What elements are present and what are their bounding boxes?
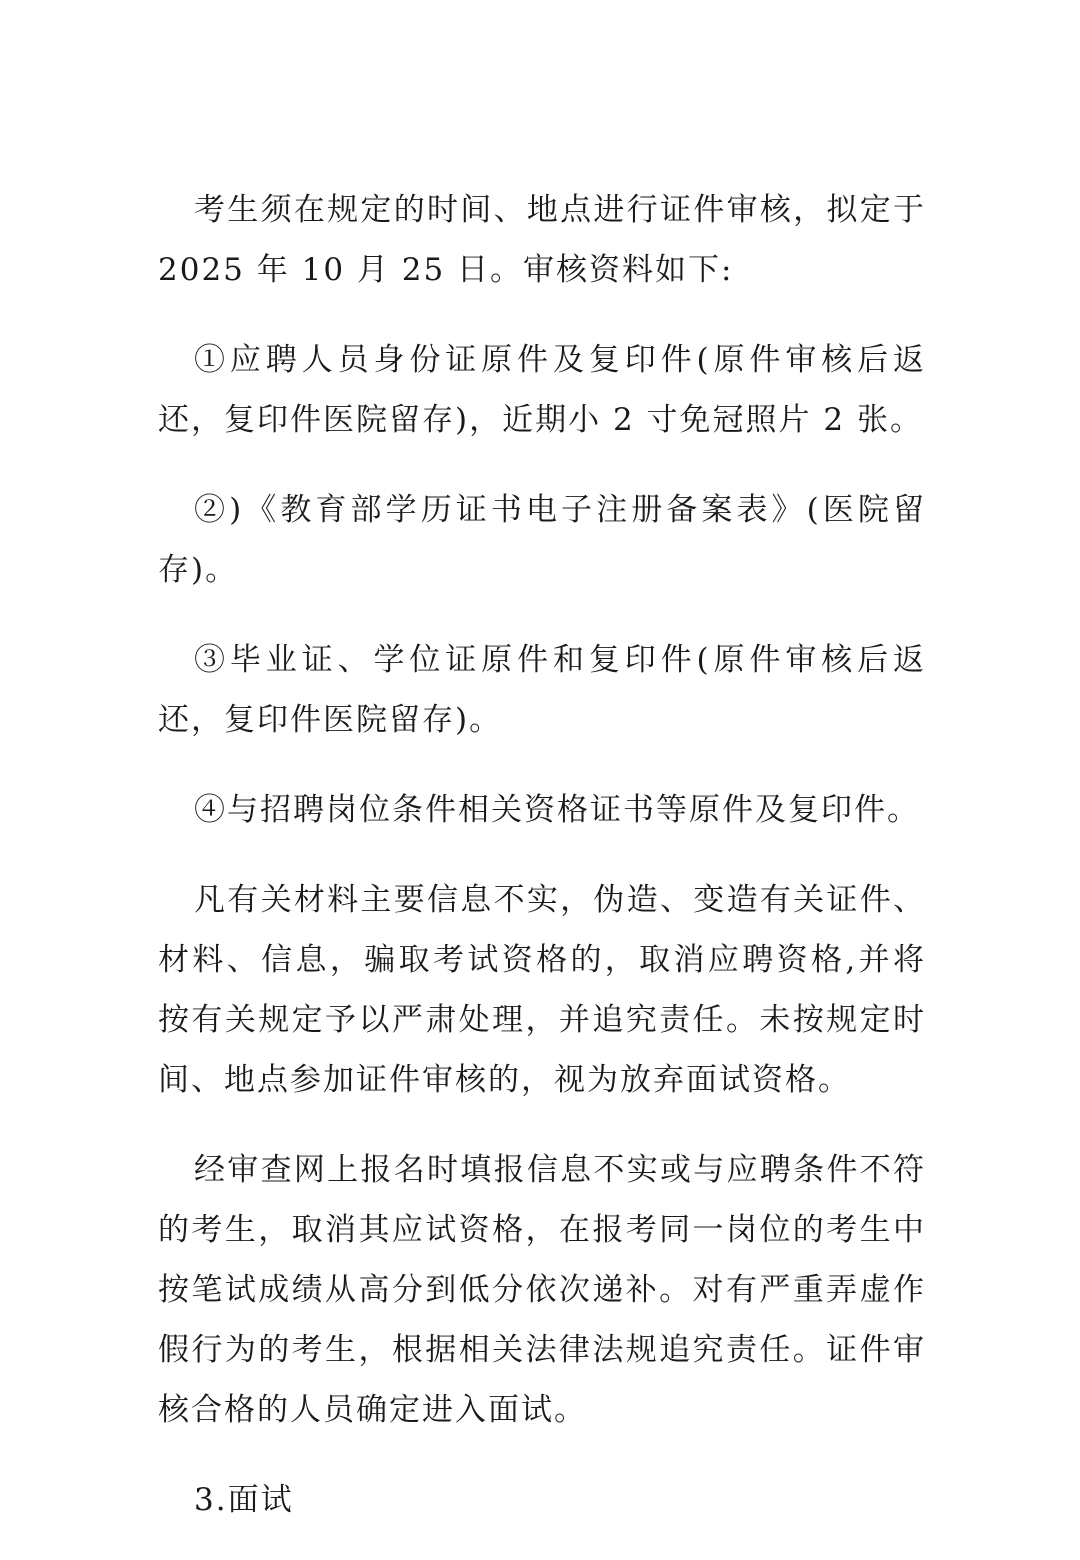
paragraph-item-education-record: ②)《教育部学历证书电子注册备案表》(医院留存)。 [158, 492, 926, 588]
paragraph-review-disqualification: 经审查网上报名时填报信息不实或与应聘条件不符的考生，取消其应试资格，在报考同一岗位的考生中按笔试成绩从高分到低分依次递补。对有严重弄虚作假行为的考生，根据相关法律法规追究责任。证件审核合格的人员确定进入面试。 [158, 1152, 926, 1428]
paragraph-review-schedule: 考生须在规定的时间、地点进行证件审核，拟定于 2025 年 10 月 25 日。审核资料如下: [158, 192, 926, 288]
document-body [158, 180, 926, 1560]
section-heading-interview: 3.面试 [194, 1482, 294, 1518]
paragraph-item-id-card: ①应聘人员身份证原件及复印件(原件审核后返还，复印件医院留存)，近期小 2 寸免冠照片 2 张。 [158, 342, 926, 438]
paragraph-item-certificates: ④与招聘岗位条件相关资格证书等原件及复印件。 [194, 792, 920, 828]
paragraph-item-diploma: ③毕业证、学位证原件和复印件(原件审核后返还，复印件医院留存)。 [158, 642, 926, 738]
paragraph-false-info-warning: 凡有关材料主要信息不实，伪造、变造有关证件、材料、信息，骗取考试资格的，取消应聘资格,并将按有关规定予以严肃处理，并追究责任。未按规定时间、地点参加证件审核的，视为放弃面试资格。 [158, 882, 926, 1098]
